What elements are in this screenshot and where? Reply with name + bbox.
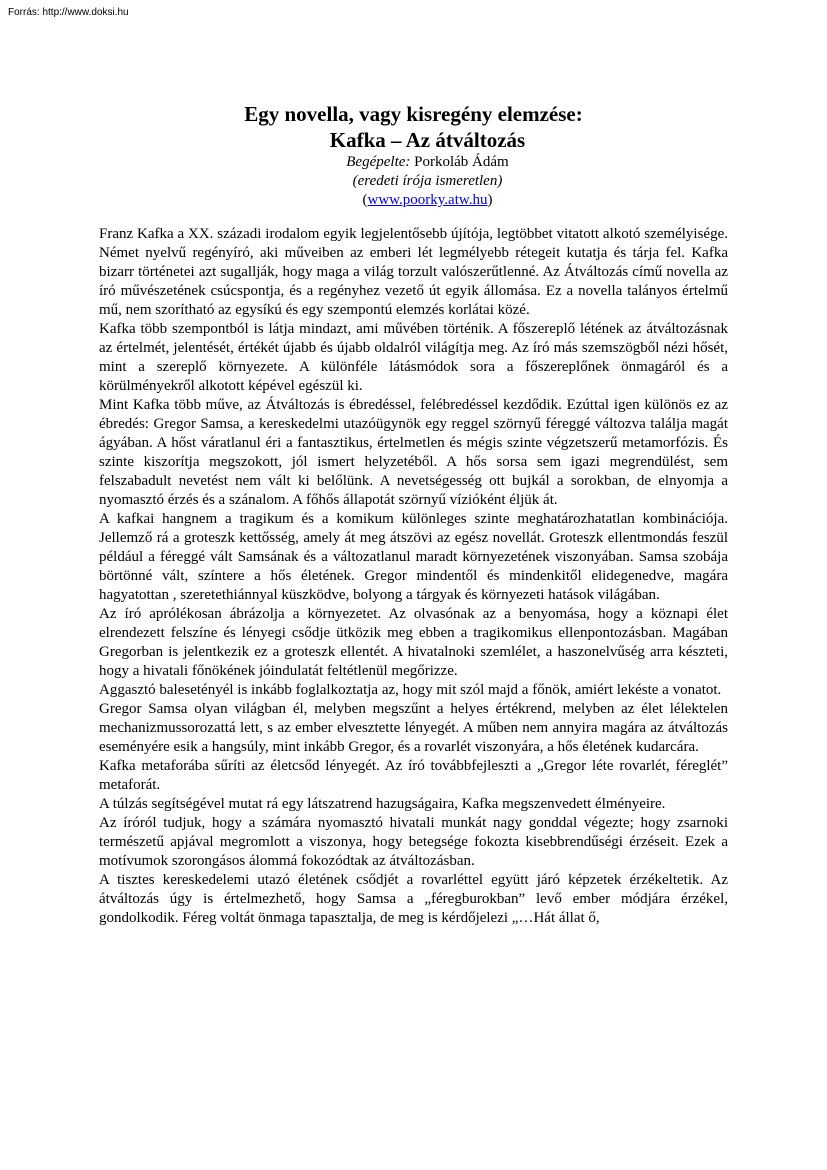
paragraph: Franz Kafka a XX. századi irodalom egyik legjelentősebb újítója, legtöbbet vitatott alkotó személyisége. Német nyelvű regényíró, aki műveiben az emberi lét legmélyebb rétegeit kutatja és tárja fel. Kafka bizarr történetei azt sugallják, hogy maga a világ torzult valószerűtlenné. Az Átváltozás című novella az író művészetének csúcspontja, és a regényhez vezető út egyik állomása. Ez a novella talányos értelmű mű, nem szorítható az egysíkú és egy szempontú elemzés korlátai közé.: [99, 226, 728, 318]
link-open-paren: (: [362, 192, 368, 208]
website-line: [28, 191, 827, 210]
paragraph: Kafka metaforába sűríti az életcsőd lényegét. Az író továbbfejleszti a „Gregor léte rovarlét, féreglét” metaforát.: [99, 758, 728, 793]
paragraph: A tisztes kereskedelemi utazó életének csődjét a rovarléttel együtt járó képzetek érzékeltetik. Az átváltozás úgy is értelmezhető, hogy Samsa a „féregburokban” levő ember módjára érzékel, gondolkodik. Féreg voltát önmaga tapasztalja, de meg is kérdőjelezi „…Hát állat ő,: [99, 872, 728, 926]
paragraph: Gregor Samsa olyan világban él, melyben megszűnt a helyes értékrend, melyben az élet lélektelen mechanizmussorozattá lett, s az ember elvesztette lényegét. A műben nem annyira magára az átváltozás eseményére esik a hangsúly, mint inkább Gregor, és a rovarlét viszonyára, a hős életének kudarcára.: [99, 701, 728, 755]
link-close-paren: ): [487, 192, 493, 208]
paragraph: Mint Kafka több műve, az Átváltozás is ébredéssel, felébredéssel kezdődik. Ezúttal igen különös ez az ébredés: Gregor Samsa, a kereskedelmi utazóügynök egy reggel szörnyű féreggé változva találja magát ágyában. A hőst váratlanul éri a fantasztikus, értelmetlen és mégis szinte végzetszerű metamorfózis. És szinte kiszorítja megszokott, jól ismert helyzetéből. A hős sorsa sem igazi megrendülést, sem felszabadult nevetést nem vált ki belőlünk. A nevetségesség ott bujkál a sorokban, de elnyomja a nyomasztó érzés és a szánalom. A főhős állapotát szörnyű vízióként éljük át.: [99, 397, 728, 508]
source-label: Forrás: http://www.doksi.hu: [8, 7, 129, 18]
original-author: (eredeti írója ismeretlen): [352, 173, 503, 189]
typed-by-label: Begépelte:: [346, 154, 411, 170]
original-author-line: [28, 172, 827, 191]
paragraph: A kafkai hangnem a tragikum és a komikum különleges szinte meghatározhatatlan kombinációja. Jellemző rá a groteszk kettősség, amely át meg átszövi az egész novellát. Groteszk ellentmondás feszül például a féreggé vált Samsának és a változatlanul maradt környezetének viszonyában. Samsa szobája börtönné vált, színtere a hős életének. Gregor mindentől és mindenkitől elidegenedve, magára hagyatottan , szeretethiánnyal küszködve, bolyong a tárgyak és környezeti hatások világában.: [99, 511, 728, 603]
paragraph: Az íróról tudjuk, hogy a számára nyomasztó hivatali munkát nagy gonddal végezte; hogy zsarnoki természetű apjával megromlott a viszonya, hogy betegsége fokozta kisebbrendűségi érzéseit. Ezek a motívumok szorongásos álommá fokozódtak az átváltozásban.: [99, 815, 728, 869]
paragraph: Az író aprólékosan ábrázolja a környezetet. Az olvasónak az a benyomása, hogy a köznapi élet elrendezett felszíne és lényegi csődje ütközik meg ebben a tragikomikus ellenpontozásban. Magában Gregorban is jelentkezik ez a groteszk ellentét. A hivatalnoki szemlélet, a haszonelvűség arra készteti, hogy a hivatali főnökének jóindulatát feltétlenül megőrizze.: [99, 606, 728, 679]
typed-by-name: Porkoláb Ádám: [414, 154, 509, 170]
paragraph: Aggasztó balesetényél is inkább foglalkoztatja az, hogy mit szól majd a főnök, amiért lekéste a vonatot.: [99, 682, 722, 698]
document-title: Egy novella, vagy kisregény elemzése:: [244, 102, 583, 126]
document-body: [99, 225, 728, 928]
website-link[interactable]: www.poorky.atw.hu: [367, 192, 488, 208]
paragraph: Kafka több szempontból is látja mindazt, ami művében történik. A főszereplő létének az átváltozásnak az értelmét, jelentését, értékét újabb és újabb oldalról világítja meg. Az író más szemszögből nézi hősét, mint a szereplő környezete. A különféle látásmódok sora a főszereplőnek önmagáról és a körülményekről alkotott képével egészül ki.: [99, 321, 728, 394]
typed-by-line: [28, 153, 827, 172]
document-subtitle: Kafka – Az átváltozás: [329, 128, 526, 152]
document-header: [0, 101, 827, 210]
paragraph: A túlzás segítségével mutat rá egy látszatrend hazugságaira, Kafka megszenvedett élményeire.: [99, 796, 666, 812]
